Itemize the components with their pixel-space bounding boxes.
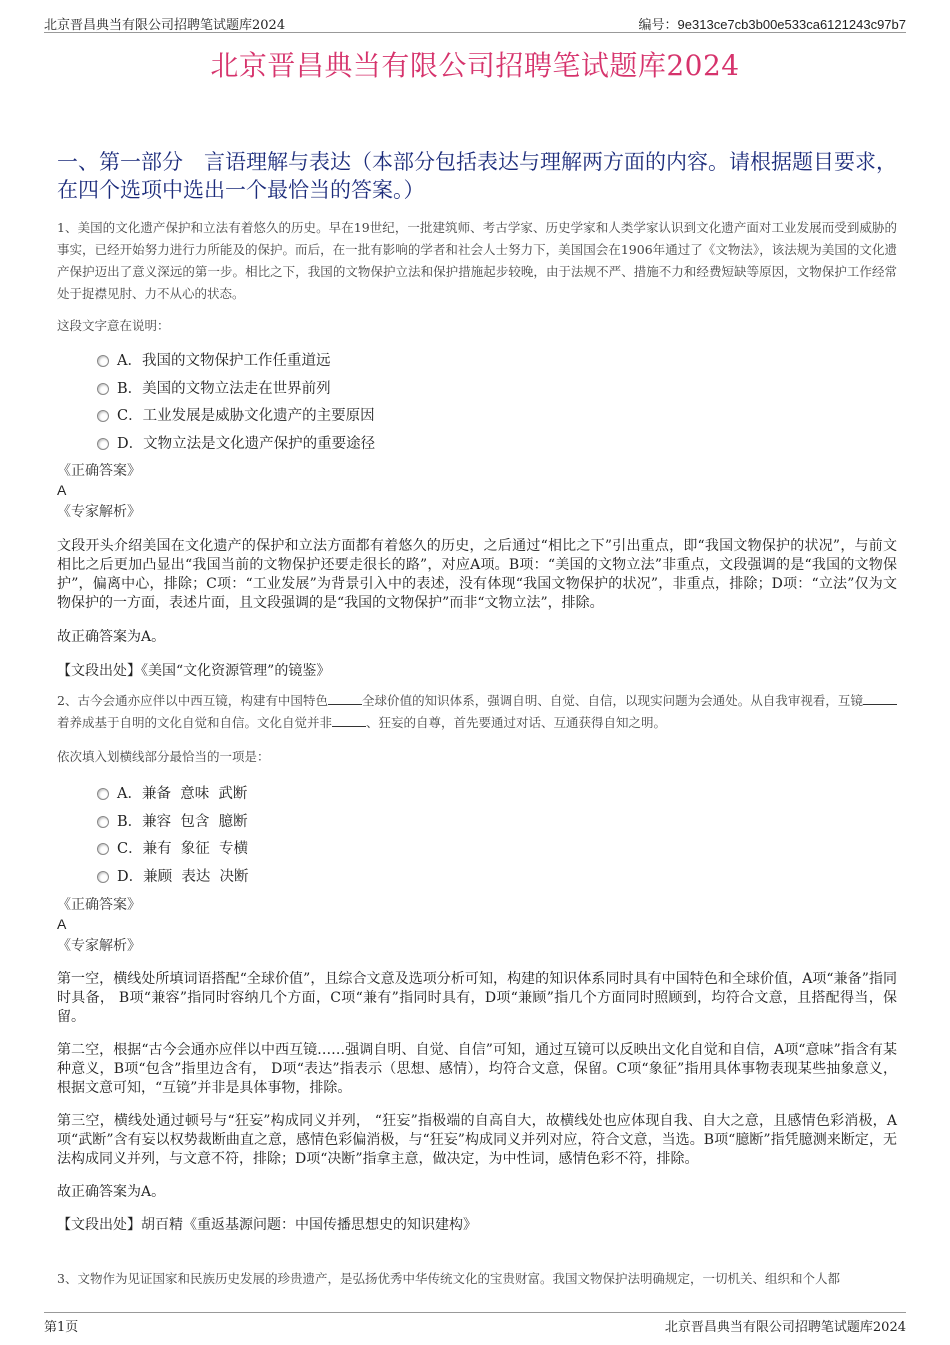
analysis-label: 《专家解析》: [57, 938, 141, 954]
section-heading: 一、第一部分 言语理解与表达（本部分包括表达与理解两方面的内容。请根据题目要求，在四个选项中选出一个最恰当的答案。）: [57, 150, 897, 202]
radio-icon[interactable]: [97, 438, 109, 450]
question-1-answer: [57, 462, 897, 522]
radio-icon[interactable]: [97, 410, 109, 422]
option-a[interactable]: A．我国的文物保护工作任重道远: [97, 349, 797, 377]
question-1-text: [57, 217, 897, 305]
question-3-text: [57, 1268, 897, 1290]
answer-label: 《正确答案》: [57, 463, 141, 479]
footer-title: 北京晋昌典当有限公司招聘笔试题库2024: [664, 1320, 906, 1335]
header-title: 北京晋昌典当有限公司招聘笔试题库2024: [44, 18, 286, 33]
question-2-analysis: [57, 970, 897, 1235]
document-id: 编号：9e313ce7cb3b00e533ca6121243c97b7: [638, 17, 906, 32]
option-b[interactable]: B．美国的文物立法走在世界前列: [97, 377, 797, 405]
radio-icon[interactable]: [97, 788, 109, 800]
analysis-paragraph: 第三空，横线处通过顿号与“狂妄”构成同义并列， “狂妄”指极端的自高自大，故横线处也应体现自我、自大之意，且感情色彩消极，A项“武断”含有妄以权势裁断曲直之意，感情色彩偏消极，与“狂妄”构成同义并列对应，符合文意，当选。B项“臆断”指凭臆测来断定，无法构成同义并列，与文意不符，排除；D项“决断”指拿主意，做决定，为中性词，感情色彩不符，排除。: [57, 1113, 897, 1167]
analysis-paragraph: 第二空，根据“古今会通亦应伴以中西互镜……强调自明、自觉、自信”可知，通过互镜可以反映出文化自觉和自信，A项“意味”指含有某种意义，B项“包含”指里边含有， D项“表达”指表示（思想、感情），均符合文意，保留。C项“象征”指用具体事物表现某些抽象意义，根据文意可知，“互镜”并非是具体事物，排除。: [57, 1042, 897, 1096]
question-text: 3、文物作为见证国家和民族历史发展的珍贵遗产，是弘扬优秀中华传统文化的宝贵财富。我国文物保护法明确规定，一切机关、组织和个人都: [57, 1271, 840, 1286]
option-a[interactable]: A．兼备 意味 武断: [97, 782, 797, 810]
question-text: 1、美国的文化遗产保护和立法有着悠久的历史。早在19世纪，一批建筑师、考古学家、历史学家和人类学家认识到文化遗产面对工业发展而受到威胁的事实，已经开始努力进行力所能及的保护。而后，在一批有影响的学者和社会人士努力下，美国国会在1906年通过了《文物法》，该法规为美国的文化遗产保护迈出了意义深远的第一步。相比之下，我国的文物保护立法和保护措施起步较晚，由于法规不严、措施不力和经费短缺等原因，文物保护工作经常处于捉襟见肘、力不从心的状态。: [57, 220, 897, 301]
radio-icon[interactable]: [97, 816, 109, 828]
question-text: 2、古今会通亦应伴以中西互镜，构建有中国特色 全球价值的知识体系，强调自明、自觉、自信，以现实问题为会通处。从自我审视看，互镜着养成基于自明的文化自觉和自信。文化自觉并非 、狂妄的自尊，首先要通过对话、互通获得自知之明。: [57, 690, 897, 734]
question-2-options: [97, 782, 797, 892]
radio-icon[interactable]: [97, 355, 109, 367]
answer-value: A: [57, 482, 67, 498]
radio-icon[interactable]: [97, 383, 109, 395]
blank-1: [328, 692, 362, 705]
source-citation: 【文段出处】《美国“文化资源管理”的镜鉴》: [57, 663, 331, 679]
option-c[interactable]: C．工业发展是威胁文化遗产的主要原因: [97, 404, 797, 432]
blank-3: [332, 714, 366, 727]
conclusion: 故正确答案为A。: [57, 1184, 166, 1200]
page-number: 第1页: [44, 1320, 79, 1335]
conclusion: 故正确答案为A。: [57, 629, 166, 645]
page-header: [44, 14, 906, 33]
option-c[interactable]: C．兼有 象征 专横: [97, 837, 797, 865]
question-2-text: [57, 690, 897, 734]
question-1-options: [97, 349, 797, 459]
analysis-paragraph: 文段开头介绍美国在文化遗产的保护和立法方面都有着悠久的历史，之后通过“相比之下”引出重点，即“我国文物保护的状况”，与前文相比之后更加凸显出“我国当前的文物保护还要走很长的路”，对应A项。B项：“美国的文物立法”非重点，文段强调的是“我国的文物保护”，偏离中心，排除；C项：“工业发展”为背景引入中的表述，没有体现“我国文物保护的状况”，非重点，排除；D项：“立法”仅为文物保护的一方面，表述片面，且文段强调的是“我国的文物保护”而非“文物立法”，排除。: [57, 538, 897, 611]
question-1-ask: [57, 316, 897, 334]
page-title: 北京晋昌典当有限公司招聘笔试题库2024: [210, 49, 740, 82]
analysis-label: 《专家解析》: [57, 504, 141, 520]
source-citation: 【文段出处】胡百精《重返基源问题：中国传播思想史的知识建构》: [57, 1217, 477, 1233]
question-2-ask: [57, 747, 897, 765]
option-d[interactable]: D．兼顾 表达 决断: [97, 865, 797, 893]
question-2-answer: [57, 896, 897, 956]
blank-2: [863, 692, 897, 705]
page-footer: [44, 1312, 906, 1333]
answer-label: 《正确答案》: [57, 897, 141, 913]
option-d[interactable]: D．文物立法是文化遗产保护的重要途径: [97, 432, 797, 460]
option-b[interactable]: B．兼容 包含 臆断: [97, 810, 797, 838]
question-1-analysis: [57, 537, 897, 681]
radio-icon[interactable]: [97, 871, 109, 883]
question-prompt: 依次填入划横线部分最恰当的一项是：: [57, 749, 270, 764]
question-prompt: 这段文字意在说明：: [57, 318, 170, 333]
radio-icon[interactable]: [97, 843, 109, 855]
analysis-paragraph: 第一空，横线处所填词语搭配“全球价值”，且综合文意及选项分析可知，构建的知识体系同时具有中国特色和全球价值，A项“兼备”指同时具备， B项“兼容”指同时容纳几个方面，C项“兼有”指同时具有，D项“兼顾”指几个方面同时照顾到，均符合文意，且搭配得当，保留。: [57, 971, 897, 1025]
answer-value: A: [57, 916, 67, 932]
